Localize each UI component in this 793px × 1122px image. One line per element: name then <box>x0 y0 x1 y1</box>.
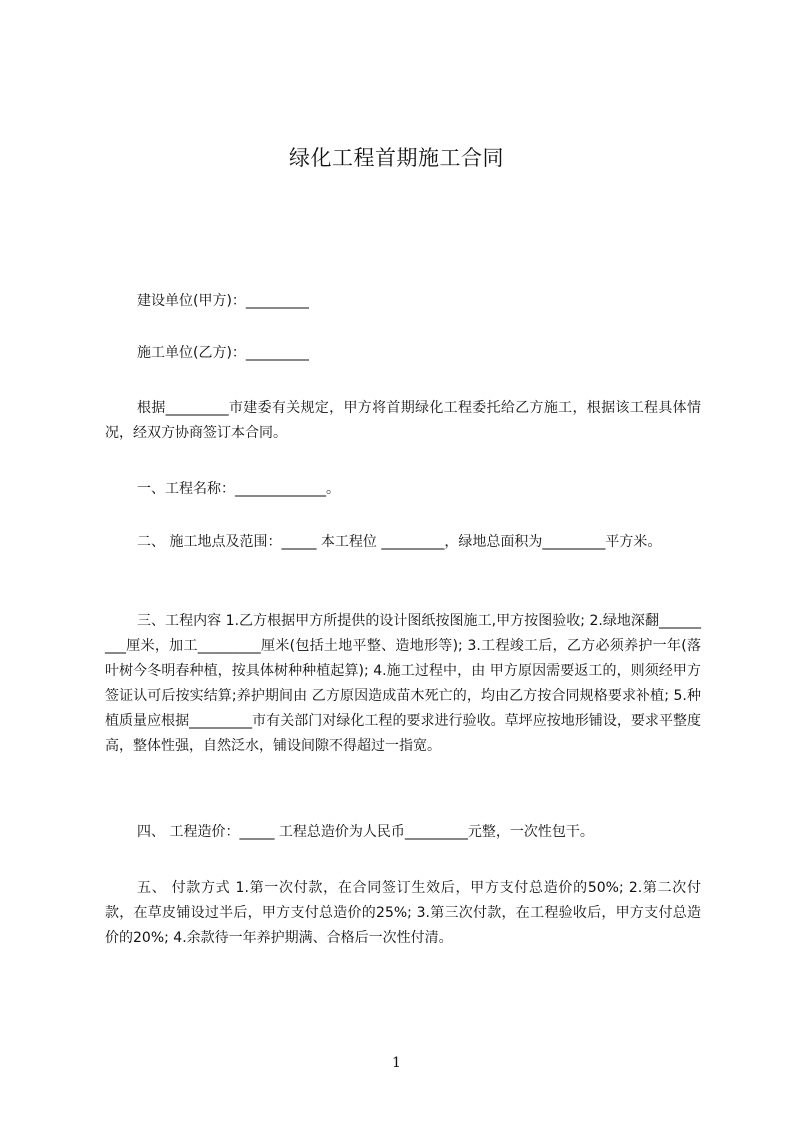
section-3-work-content: 三、工程内容 1.乙方根据甲方所提供的设计图纸按图施工,甲方按图验收; 2.绿地深翻_________厘米，加工_________厘米(包括土地平整、造地形等); 3.工程竣工后，乙方必须养护一年(落叶树今冬明春种植，按具体树种种植起算); 4.施工过程中，由 甲方原因需要返工的，则须经甲方签证认可后按实结算;养护期间由 乙方原因造成苗木死亡的，均由乙方按合同规格要求补植; 5.种植质量应根据_________市有关部门对绿化工程的要求进行验收。草坪应按地形铺设，要求平整度高，整体性强，自然泛水，铺设间隙不得超过一指宽。 <box>105 613 701 754</box>
preamble-paragraph: 根据_________市建委有关规定，甲方将首期绿化工程委托给乙方施工，根据该工程具体情况，经双方协商签订本合同。 <box>105 400 701 441</box>
section-5-payment-terms: 五、 付款方式 1.第一次付款，在合同签订生效后，甲方支付总造价的50%; 2.第二次付款，在草皮铺设过半后，甲方支付总造价的25%; 3.第三次付款，在工程验收后，甲方支付总造价的20%; 4.余款待一年养护期满、合格后一次性付清。 <box>105 880 701 946</box>
party-b-line: 施工单位(乙方)：_________ <box>137 345 309 361</box>
page-number: 1 <box>392 1055 401 1071</box>
section-2-location-scope: 二、 施工地点及范围：_____ 本工程位 _________，绿地总面积为_________平方米。 <box>137 534 662 550</box>
party-a-line: 建设单位(甲方)：_________ <box>137 293 309 309</box>
section-4-project-cost: 四、 工程造价：_____ 工程总造价为人民币_________元整，一次性包干。 <box>137 824 594 840</box>
document-title: 绿化工程首期施工合同 <box>289 146 504 170</box>
section-1-project-name: 一、工程名称：_____________。 <box>137 481 340 497</box>
